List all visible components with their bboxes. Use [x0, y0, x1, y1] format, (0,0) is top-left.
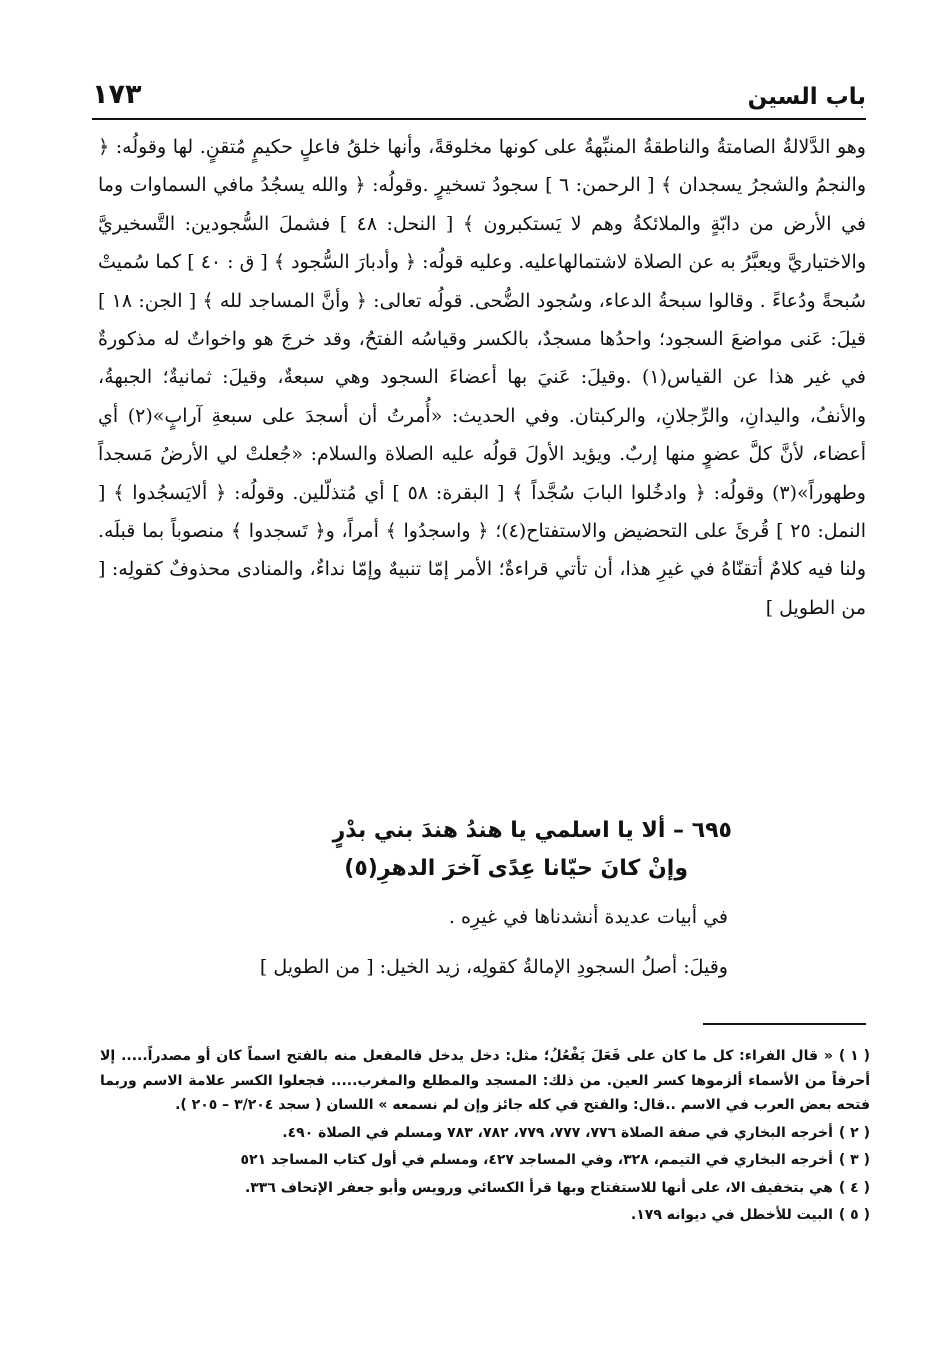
footnote-text: البيت للأخطل في ديوانه ١٧٩. [630, 1207, 833, 1223]
footnote-number: ( ١ ) [838, 1048, 870, 1064]
footnotes [100, 1044, 870, 1231]
footnote-5 [100, 1203, 870, 1228]
header-divider [92, 118, 866, 120]
page-number: ١٧٣ [92, 79, 142, 110]
footnote-text: « قال الفراء: كل ما كان على فَعَلَ يَفْعُلُ؛ مثل: دخل يدخل فالمفعل منه بالفتح اسماً كان أو مصدراً..... إلا أحرفاً من الأسماء ألزموها كسر العين. من ذلك: المسجد والمطلع والمغرب..... فجعلوا الكسر علامة الاسم وربما فتحه بعض العرب في الاسم ..قال: والفتح في كله جائز وإن لم نسمعه » اللسان ( سجد ٣/٢٠٤ – ٢٠٥ ). [100, 1048, 870, 1113]
footnote-number: ( ٣ ) [838, 1152, 870, 1168]
verse-line-1: ٦٩٥ – ألا يا اسلمي يا هندُ هندَ بني بدْرٍ [332, 818, 732, 843]
after-verse-line-2: وقيلَ: أصلُ السجودِ الإمالةُ كقولِه، زيد الخيل: [ من الطويل ] [259, 956, 728, 978]
footnote-divider [703, 1023, 866, 1025]
footnote-text: أخرجه البخاري في صفة الصلاة ٧٧٦، ٧٧٧، ٧٧٩، ٧٨٢، ٧٨٣ ومسلم في الصلاة ٤٩٠. [282, 1124, 833, 1141]
footnote-3 [100, 1148, 870, 1173]
footnote-text: أخرجه البخاري في التيمم، ٣٢٨، وفي المساجد ٤٢٧، ومسلم في أول كتاب المساجد ٥٢١ [240, 1152, 833, 1168]
footnote-number: ( ٥ ) [838, 1207, 870, 1223]
footnote-2 [100, 1121, 870, 1146]
verse-line-2: وإنْ كانَ حيّانا عِدًى آخرَ الدهرِ(٥) [344, 856, 688, 881]
main-text [98, 128, 866, 627]
footnote-number: ( ٤ ) [838, 1179, 870, 1196]
body-paragraph: وهو الدَّلالةُ الصامتةُ والناطقةُ المنبِّهةُ على كونها مخلوقةً، وأنها خلقُ فاعلٍ حكيمٍ مُتقنٍ. لها وقولُه: ﴿ والنجمُ والشجرُ يسجدان ﴾ [ الرحمن: ٦ ] سجودُ تسخيرٍ .وقولُه: ﴿ والله يسجُدُ مافي السماوات وما في الأرض من دابّةٍ والملائكةُ وهم لا يَستكبرون ﴾ [ النحل: ٤٨ ] فشملَ السُّجودين: التَّسخيريَّ والاختياريَّ ويعبَّرُ به عن الصلاة لاشتمالهاعليه. وعليه قولُه: ﴿ وأدبارَ السُّجود ﴾ [ ق : ٤٠ ] كما سُميتْ سُبحةً ودُعاءً . وقالوا سبحةُ الدعاء، وسُجود الضُّحى. قولُه تعالى: ﴿ وأنَّ المساجد لله ﴾ [ الجن: ١٨ ] قيلَ: عَنى مواضعَ السجود؛ واحدُها مسجدٌ، بالكسر وقياسُه الفتحُ، وقد خرجَ هو واخواتٌ له مذكورةٌ في غير هذا عن القياس(١) .وقيلَ: عَنيَ بها أعضاءَ السجود وهي سبعةٌ، وقيلَ: ثمانيةٌ؛ الجبهةُ، والأنفُ، واليدانِ، والرِّجلانِ، والركبتان. وفي الحديث: «أُمرتُ أن أسجدَ على سبعةِ آرابٍ»(٢) أي أعضاء، لأنَّ كلَّ عضوٍ منها إربٌ. ويؤيد الأولَ قولُه عليه الصلاة والسلام: «جُعلتْ لي الأرضُ مَسجداً وطهوراً»(٣) وقولُه: ﴿ وادخُلوا البابَ سُجَّداً ﴾ [ البقرة: ٥٨ ] أي مُتذلّلين. وقولُه: ﴿ ألايَسجُدوا ﴾ [ النمل: ٢٥ ] قُرئَ على التحضيض والاستفتاح(٤)؛ ﴿ واسجدُوا ﴾ أمراً، و﴿ تَسجدوا ﴾ منصوباً بما قبلَه. ولنا فيه كلامٌ أتقنّاهُ في غيرِ هذا، أن تأتي قراءةٌ؛ الأمر إمّا تنبيهٌ وإمّا نداءٌ، والمنادى محذوفٌ كقولِه: [ من الطويل ] [98, 136, 867, 619]
chapter-title: باب السين [747, 84, 866, 110]
footnote-text: هي بتخفيف الا، على أنها للاستفتاح وبها قرأ الكسائي ورويس وأبو جعفر الإتحاف ٣٣٦. [244, 1179, 833, 1196]
footnote-4 [100, 1176, 870, 1201]
footnote-1 [100, 1044, 870, 1118]
after-verse-line-1: في أبيات عديدة أنشدناها في غيرِه . [448, 906, 728, 928]
footnote-number: ( ٢ ) [838, 1124, 870, 1141]
running-header [92, 66, 866, 110]
